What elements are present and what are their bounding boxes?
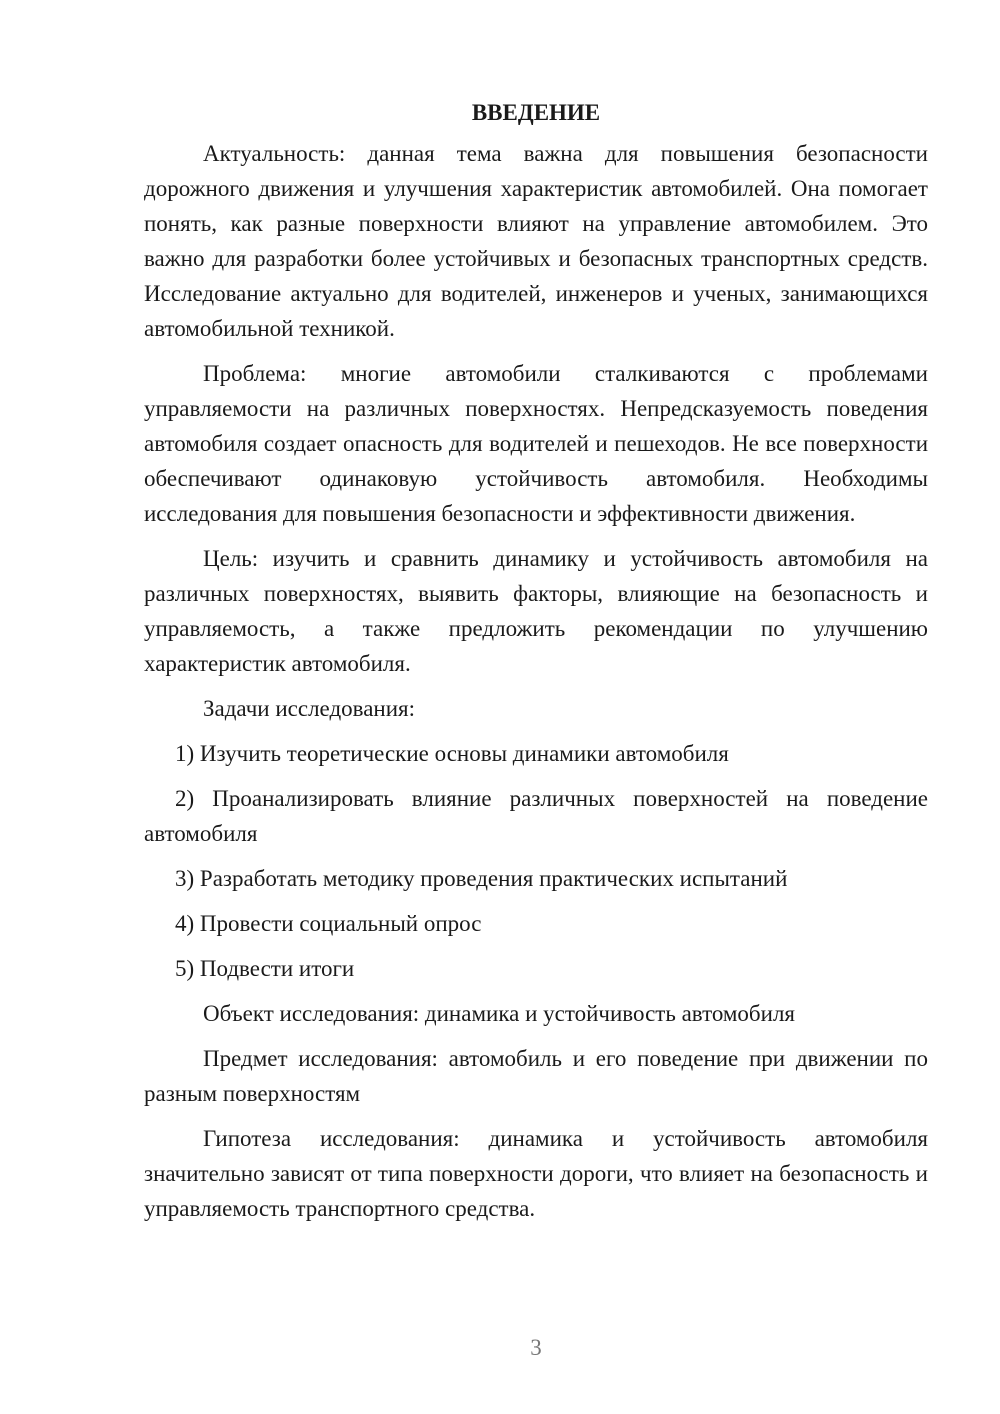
task-item: 3) Разработать методику проведения практических испытаний <box>175 866 788 891</box>
task-item: 5) Подвести итоги <box>175 956 355 981</box>
problem-paragraph: Проблема: многие автомобили сталкиваются с проблемами управляемости на различных поверхностях. Непредсказуемость поведения автомобиля создает опасность для водителей и пешеходов. Не все поверхности обеспечивают одинаковую устойчивость автомобиля. Необходимы исследования для повышения безопасности и эффективности движения. <box>144 361 928 526</box>
tasks-heading: Задачи исследования: <box>203 696 416 721</box>
page-content <box>144 95 928 1236</box>
subject-paragraph: Предмет исследования: автомобиль и его поведение при движении по разным поверхностям <box>144 1046 928 1106</box>
page-title: ВВЕДЕНИЕ <box>471 100 601 125</box>
goal-paragraph: Цель: изучить и сравнить динамику и устойчивость автомобиля на различных поверхностях, выявить факторы, влияющие на безопасность и управляемость, а также предложить рекомендации по улучшению характеристик автомобиля. <box>144 546 928 676</box>
task-item: 4) Провести социальный опрос <box>175 911 482 936</box>
task-item: 2) Проанализировать влияние различных поверхностей на поведение автомобиля <box>144 786 928 846</box>
relevance-paragraph: Актуальность: данная тема важна для повышения безопасности дорожного движения и улучшения характеристик автомобилей. Она помогает понять, как разные поверхности влияют на управление автомобилем. Это важно для разработки более устойчивых и безопасных транспортных средств. Исследование актуально для водителей, инженеров и ученых, занимающихся автомобильной техникой. <box>144 141 928 341</box>
hypothesis-paragraph: Гипотеза исследования: динамика и устойчивость автомобиля значительно зависят от типа поверхности дороги, что влияет на безопасность и управляемость транспортного средства. <box>144 1126 928 1221</box>
object-paragraph: Объект исследования: динамика и устойчивость автомобиля <box>203 1001 796 1026</box>
task-item: 1) Изучить теоретические основы динамики автомобиля <box>175 741 729 766</box>
page-number: 3 <box>530 1335 542 1360</box>
